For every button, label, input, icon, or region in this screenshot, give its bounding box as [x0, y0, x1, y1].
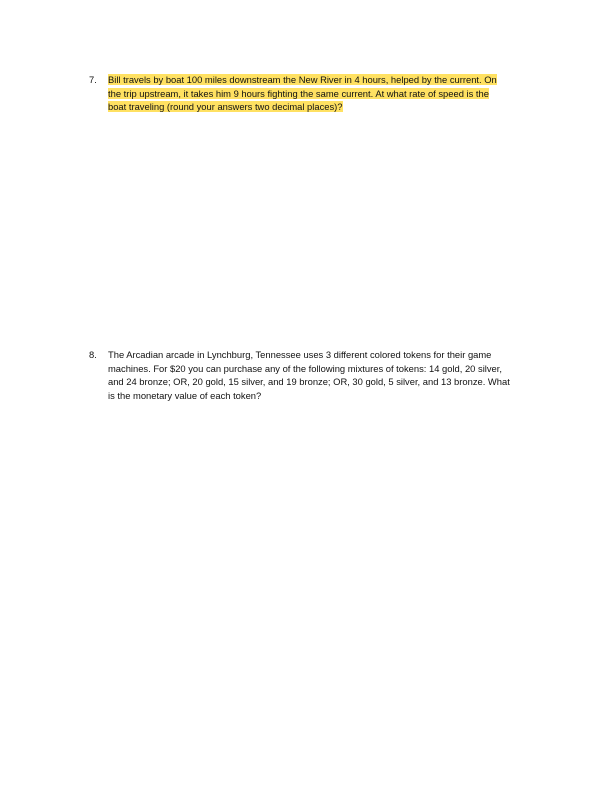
problem-line: is the monetary value of each token? — [108, 389, 262, 401]
problem-number: 8. — [89, 349, 97, 360]
problem-line — [108, 100, 548, 114]
highlighted-text: the trip upstream, it takes him 9 hours fighting the same current. At what rate of speed is the — [108, 87, 489, 99]
highlighted-text: Bill travels by boat 100 miles downstream the New River in 4 hours, helped by the current. On — [108, 74, 497, 85]
problem-text — [108, 348, 548, 402]
problem-line: and 24 bronze; OR, 20 gold, 15 silver, and 19 bronze; OR, 30 gold, 5 silver, and 13 bronze. What — [108, 376, 510, 387]
problem-text — [108, 73, 548, 114]
problem-line: The Arcadian arcade in Lynchburg, Tennessee uses 3 different colored tokens for their game — [108, 349, 492, 360]
problem-line — [108, 73, 548, 87]
highlighted-text: boat traveling (round your answers two decimal places)? — [108, 101, 343, 112]
problem-number: 7. — [89, 74, 97, 85]
problem-line — [108, 87, 548, 101]
problem-line: machines. For $20 you can purchase any of the following mixtures of tokens: 14 gold, 20 silver, — [108, 362, 502, 374]
